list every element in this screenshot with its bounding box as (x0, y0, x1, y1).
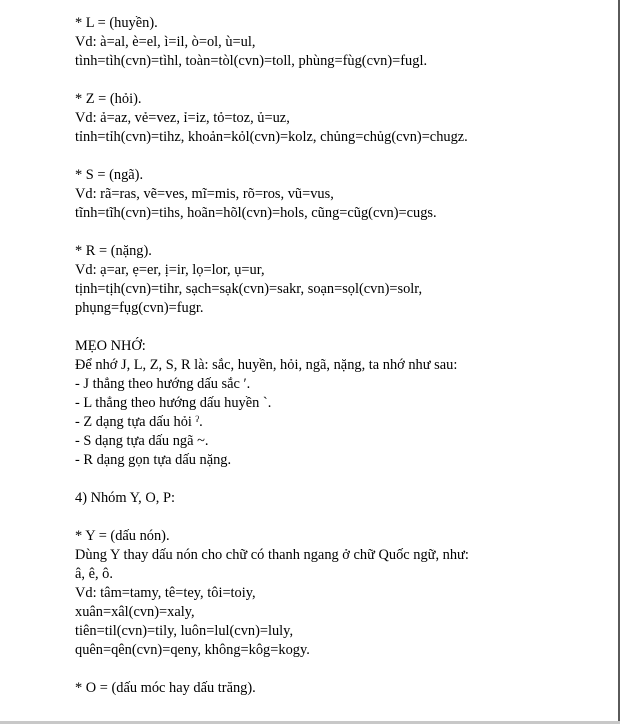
heading-O: * O = (dấu móc hay dấu trăng). (75, 680, 256, 696)
blank-line (75, 71, 610, 90)
heading-S: * S = (ngã). (75, 167, 144, 183)
blank-line (75, 223, 610, 242)
text-line: tịnh=tịh(cvn)=tihr, sạch=sạk(cvn)=sakr, soạn=sọl(cvn)=solr, (75, 281, 423, 297)
heading-L: * L = (huyền). (75, 15, 158, 31)
text-line: Vd: ạ=ar, ẹ=er, ị=ir, lọ=lor, ụ=ur, (75, 262, 265, 278)
text-line: Vd: à=al, è=el, ì=il, ò=ol, ù=ul, (75, 34, 256, 50)
heading-Z: * Z = (hỏi). (75, 91, 142, 107)
list-item: - R dạng gọn tựa dấu nặng. (75, 452, 232, 468)
text-line: Vd: tâm=tamy, tê=tey, tôi=toiy, (75, 585, 256, 601)
text-line: Vd: rã=ras, vẽ=ves, mĩ=mis, rõ=ros, vũ=vus, (75, 186, 334, 202)
text-line: tiên=til(cvn)=tily, luôn=lul(cvn)=luly, (75, 623, 294, 639)
text-line: tĩnh=tĩh(cvn)=tihs, hoãn=hõl(cvn)=hols, cũng=cũg(cvn)=cugs. (75, 205, 437, 221)
blank-line (75, 508, 610, 527)
text-line: Để nhớ J, L, Z, S, R là: sắc, huyền, hỏi, ngã, nặng, ta nhớ như sau: (75, 357, 458, 373)
text-line: tình=tìh(cvn)=tìhl, toàn=tòl(cvn)=toll, phùng=fùg(cvn)=fugl. (75, 53, 428, 69)
heading-group4: 4) Nhóm Y, O, P: (75, 490, 175, 506)
list-item: - Z dạng tựa dấu hỏi ˀ. (75, 414, 203, 430)
heading-tips: MẸO NHỚ: (75, 338, 146, 354)
document-body (75, 14, 610, 698)
blank-line (75, 470, 610, 489)
list-item: - S dạng tựa dấu ngã ~. (75, 433, 209, 449)
text-line: phụng=fụg(cvn)=fugr. (75, 300, 204, 316)
text-line: Dùng Y thay dấu nón cho chữ có thanh ngang ở chữ Quốc ngữ, như: (75, 547, 469, 563)
blank-line (75, 660, 610, 679)
heading-Y: * Y = (dấu nón). (75, 528, 170, 544)
text-line: xuân=xâl(cvn)=xaly, (75, 604, 195, 620)
text-line: Vd: ả=az, vẻ=vez, ỉ=iz, tỏ=toz, ủ=uz, (75, 110, 290, 126)
list-item: - J thẳng theo hướng dấu sắc ʹ. (75, 376, 251, 392)
text-line: quên=qên(cvn)=qeny, không=kôg=kogy. (75, 642, 310, 658)
blank-line (75, 318, 610, 337)
blank-line (75, 147, 610, 166)
list-item: - L thẳng theo hướng dấu huyền `. (75, 395, 272, 411)
heading-R: * R = (nặng). (75, 243, 152, 259)
text-line: tỉnh=tỉh(cvn)=tihz, khoản=kỏl(cvn)=kolz, chủng=chủg(cvn)=chugz. (75, 129, 468, 145)
text-line: â, ê, ô. (75, 566, 113, 582)
